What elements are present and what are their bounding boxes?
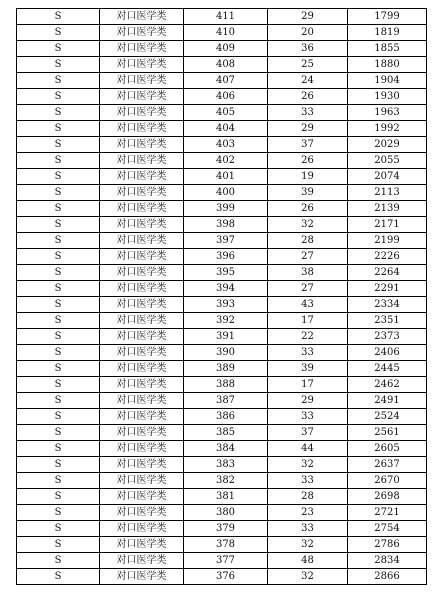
- table-row: [17, 73, 427, 89]
- cumulative-cell: 2373: [348, 329, 427, 345]
- score-cell: 380: [184, 505, 268, 521]
- score-cell: 398: [184, 217, 268, 233]
- score-cell: 401: [184, 169, 268, 185]
- table-row: [17, 569, 427, 585]
- cumulative-cell: 2351: [348, 313, 427, 329]
- table-row: [17, 281, 427, 297]
- batch-cell: S: [17, 457, 100, 473]
- count-cell: 32: [268, 569, 348, 585]
- cumulative-cell: 2670: [348, 473, 427, 489]
- category-cell: 对口医学类: [100, 393, 184, 409]
- score-cell: 392: [184, 313, 268, 329]
- cumulative-cell: 1963: [348, 105, 427, 121]
- cumulative-cell: 2171: [348, 217, 427, 233]
- category-cell: 对口医学类: [100, 329, 184, 345]
- cumulative-cell: 2199: [348, 233, 427, 249]
- batch-cell: S: [17, 425, 100, 441]
- batch-cell: S: [17, 233, 100, 249]
- count-cell: 28: [268, 489, 348, 505]
- batch-cell: S: [17, 329, 100, 345]
- cumulative-cell: 2561: [348, 425, 427, 441]
- category-cell: 对口医学类: [100, 57, 184, 73]
- table-row: [17, 25, 427, 41]
- cumulative-cell: 1904: [348, 73, 427, 89]
- cumulative-cell: 2029: [348, 137, 427, 153]
- score-cell: 407: [184, 73, 268, 89]
- batch-cell: S: [17, 169, 100, 185]
- category-cell: 对口医学类: [100, 457, 184, 473]
- count-cell: 39: [268, 361, 348, 377]
- category-cell: 对口医学类: [100, 105, 184, 121]
- cumulative-cell: 2754: [348, 521, 427, 537]
- cumulative-cell: 2226: [348, 249, 427, 265]
- score-cell: 391: [184, 329, 268, 345]
- category-cell: 对口医学类: [100, 473, 184, 489]
- score-cell: 403: [184, 137, 268, 153]
- table-row: [17, 313, 427, 329]
- category-cell: 对口医学类: [100, 265, 184, 281]
- batch-cell: S: [17, 393, 100, 409]
- batch-cell: S: [17, 313, 100, 329]
- score-cell: 384: [184, 441, 268, 457]
- score-cell: 393: [184, 297, 268, 313]
- score-cell: 389: [184, 361, 268, 377]
- cumulative-cell: 2524: [348, 409, 427, 425]
- batch-cell: S: [17, 441, 100, 457]
- batch-cell: S: [17, 409, 100, 425]
- score-cell: 383: [184, 457, 268, 473]
- cumulative-cell: 2334: [348, 297, 427, 313]
- table-body: [17, 9, 427, 585]
- category-cell: 对口医学类: [100, 361, 184, 377]
- score-cell: 397: [184, 233, 268, 249]
- cumulative-cell: 2491: [348, 393, 427, 409]
- batch-cell: S: [17, 137, 100, 153]
- batch-cell: S: [17, 201, 100, 217]
- category-cell: 对口医学类: [100, 89, 184, 105]
- count-cell: 25: [268, 57, 348, 73]
- batch-cell: S: [17, 89, 100, 105]
- count-cell: 28: [268, 233, 348, 249]
- table-row: [17, 233, 427, 249]
- count-cell: 37: [268, 425, 348, 441]
- table-row: [17, 553, 427, 569]
- cumulative-cell: 2462: [348, 377, 427, 393]
- batch-cell: S: [17, 505, 100, 521]
- category-cell: 对口医学类: [100, 569, 184, 585]
- count-cell: 20: [268, 25, 348, 41]
- cumulative-cell: 1855: [348, 41, 427, 57]
- score-cell: 396: [184, 249, 268, 265]
- cumulative-cell: 1799: [348, 9, 427, 25]
- category-cell: 对口医学类: [100, 409, 184, 425]
- batch-cell: S: [17, 473, 100, 489]
- cumulative-cell: 2074: [348, 169, 427, 185]
- count-cell: 37: [268, 137, 348, 153]
- category-cell: 对口医学类: [100, 249, 184, 265]
- category-cell: 对口医学类: [100, 217, 184, 233]
- table-row: [17, 137, 427, 153]
- score-cell: 377: [184, 553, 268, 569]
- score-cell: 379: [184, 521, 268, 537]
- count-cell: 33: [268, 409, 348, 425]
- count-cell: 23: [268, 505, 348, 521]
- score-cell: 385: [184, 425, 268, 441]
- score-distribution-table: [16, 8, 427, 585]
- count-cell: 19: [268, 169, 348, 185]
- category-cell: 对口医学类: [100, 377, 184, 393]
- cumulative-cell: 2445: [348, 361, 427, 377]
- count-cell: 32: [268, 217, 348, 233]
- document-page: [16, 8, 426, 585]
- category-cell: 对口医学类: [100, 121, 184, 137]
- category-cell: 对口医学类: [100, 73, 184, 89]
- batch-cell: S: [17, 377, 100, 393]
- batch-cell: S: [17, 569, 100, 585]
- count-cell: 33: [268, 105, 348, 121]
- table-row: [17, 169, 427, 185]
- score-cell: 388: [184, 377, 268, 393]
- table-row: [17, 345, 427, 361]
- category-cell: 对口医学类: [100, 201, 184, 217]
- cumulative-cell: 2139: [348, 201, 427, 217]
- table-row: [17, 201, 427, 217]
- batch-cell: S: [17, 281, 100, 297]
- table-row: [17, 489, 427, 505]
- table-row: [17, 249, 427, 265]
- table-row: [17, 121, 427, 137]
- table-row: [17, 505, 427, 521]
- cumulative-cell: 2834: [348, 553, 427, 569]
- table-row: [17, 537, 427, 553]
- cumulative-cell: 2291: [348, 281, 427, 297]
- table-row: [17, 473, 427, 489]
- score-cell: 399: [184, 201, 268, 217]
- score-cell: 387: [184, 393, 268, 409]
- cumulative-cell: 2698: [348, 489, 427, 505]
- score-cell: 409: [184, 41, 268, 57]
- table-row: [17, 41, 427, 57]
- batch-cell: S: [17, 345, 100, 361]
- table-row: [17, 265, 427, 281]
- category-cell: 对口医学类: [100, 489, 184, 505]
- cumulative-cell: 1819: [348, 25, 427, 41]
- count-cell: 33: [268, 473, 348, 489]
- batch-cell: S: [17, 121, 100, 137]
- count-cell: 43: [268, 297, 348, 313]
- cumulative-cell: 2605: [348, 441, 427, 457]
- category-cell: 对口医学类: [100, 553, 184, 569]
- category-cell: 对口医学类: [100, 521, 184, 537]
- category-cell: 对口医学类: [100, 425, 184, 441]
- count-cell: 29: [268, 9, 348, 25]
- cumulative-cell: 2113: [348, 185, 427, 201]
- score-cell: 381: [184, 489, 268, 505]
- batch-cell: S: [17, 249, 100, 265]
- score-cell: 386: [184, 409, 268, 425]
- table-row: [17, 153, 427, 169]
- count-cell: 48: [268, 553, 348, 569]
- score-cell: 410: [184, 25, 268, 41]
- batch-cell: S: [17, 41, 100, 57]
- score-cell: 382: [184, 473, 268, 489]
- cumulative-cell: 1880: [348, 57, 427, 73]
- batch-cell: S: [17, 537, 100, 553]
- category-cell: 对口医学类: [100, 313, 184, 329]
- count-cell: 33: [268, 521, 348, 537]
- count-cell: 38: [268, 265, 348, 281]
- table-row: [17, 9, 427, 25]
- count-cell: 32: [268, 537, 348, 553]
- batch-cell: S: [17, 153, 100, 169]
- category-cell: 对口医学类: [100, 9, 184, 25]
- cumulative-cell: 1930: [348, 89, 427, 105]
- count-cell: 22: [268, 329, 348, 345]
- category-cell: 对口医学类: [100, 345, 184, 361]
- batch-cell: S: [17, 57, 100, 73]
- category-cell: 对口医学类: [100, 233, 184, 249]
- count-cell: 29: [268, 121, 348, 137]
- batch-cell: S: [17, 9, 100, 25]
- score-cell: 402: [184, 153, 268, 169]
- category-cell: 对口医学类: [100, 537, 184, 553]
- count-cell: 26: [268, 89, 348, 105]
- count-cell: 17: [268, 377, 348, 393]
- count-cell: 26: [268, 153, 348, 169]
- count-cell: 33: [268, 345, 348, 361]
- category-cell: 对口医学类: [100, 505, 184, 521]
- batch-cell: S: [17, 361, 100, 377]
- cumulative-cell: 2721: [348, 505, 427, 521]
- score-cell: 405: [184, 105, 268, 121]
- score-cell: 406: [184, 89, 268, 105]
- score-cell: 411: [184, 9, 268, 25]
- batch-cell: S: [17, 265, 100, 281]
- table-row: [17, 57, 427, 73]
- category-cell: 对口医学类: [100, 169, 184, 185]
- batch-cell: S: [17, 105, 100, 121]
- count-cell: 26: [268, 201, 348, 217]
- count-cell: 44: [268, 441, 348, 457]
- table-row: [17, 329, 427, 345]
- count-cell: 27: [268, 281, 348, 297]
- cumulative-cell: 2637: [348, 457, 427, 473]
- cumulative-cell: 2786: [348, 537, 427, 553]
- cumulative-cell: 2055: [348, 153, 427, 169]
- batch-cell: S: [17, 25, 100, 41]
- table-row: [17, 425, 427, 441]
- score-cell: 400: [184, 185, 268, 201]
- batch-cell: S: [17, 553, 100, 569]
- score-cell: 376: [184, 569, 268, 585]
- count-cell: 36: [268, 41, 348, 57]
- table-row: [17, 441, 427, 457]
- table-row: [17, 457, 427, 473]
- table-row: [17, 89, 427, 105]
- category-cell: 对口医学类: [100, 137, 184, 153]
- category-cell: 对口医学类: [100, 153, 184, 169]
- category-cell: 对口医学类: [100, 281, 184, 297]
- table-row: [17, 105, 427, 121]
- batch-cell: S: [17, 217, 100, 233]
- batch-cell: S: [17, 73, 100, 89]
- score-cell: 395: [184, 265, 268, 281]
- score-cell: 404: [184, 121, 268, 137]
- table-row: [17, 521, 427, 537]
- count-cell: 24: [268, 73, 348, 89]
- cumulative-cell: 2264: [348, 265, 427, 281]
- count-cell: 27: [268, 249, 348, 265]
- cumulative-cell: 2866: [348, 569, 427, 585]
- category-cell: 对口医学类: [100, 185, 184, 201]
- table-row: [17, 393, 427, 409]
- count-cell: 29: [268, 393, 348, 409]
- score-cell: 408: [184, 57, 268, 73]
- table-row: [17, 217, 427, 233]
- category-cell: 对口医学类: [100, 297, 184, 313]
- batch-cell: S: [17, 489, 100, 505]
- batch-cell: S: [17, 521, 100, 537]
- score-cell: 378: [184, 537, 268, 553]
- batch-cell: S: [17, 185, 100, 201]
- score-cell: 394: [184, 281, 268, 297]
- table-row: [17, 185, 427, 201]
- score-cell: 390: [184, 345, 268, 361]
- table-row: [17, 377, 427, 393]
- count-cell: 39: [268, 185, 348, 201]
- batch-cell: S: [17, 297, 100, 313]
- category-cell: 对口医学类: [100, 41, 184, 57]
- cumulative-cell: 2406: [348, 345, 427, 361]
- table-row: [17, 361, 427, 377]
- cumulative-cell: 1992: [348, 121, 427, 137]
- count-cell: 17: [268, 313, 348, 329]
- table-row: [17, 297, 427, 313]
- category-cell: 对口医学类: [100, 441, 184, 457]
- category-cell: 对口医学类: [100, 25, 184, 41]
- table-row: [17, 409, 427, 425]
- count-cell: 32: [268, 457, 348, 473]
